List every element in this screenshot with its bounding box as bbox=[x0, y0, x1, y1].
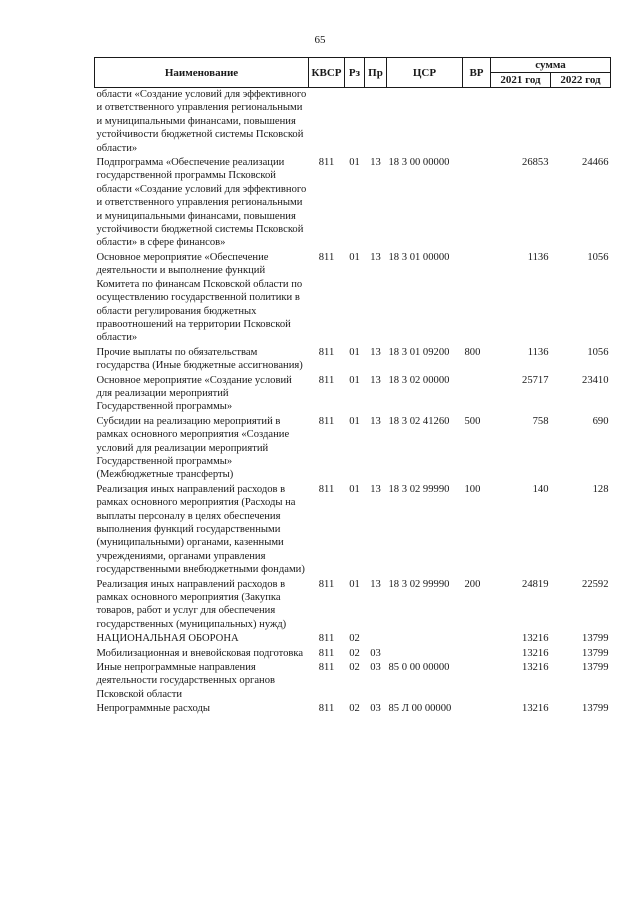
row-vr bbox=[463, 702, 491, 716]
row-name: Основное мероприятие «Создание условий для реализации мероприятий Государственной программы» bbox=[96, 374, 292, 413]
row-csr: 18 3 02 00000 bbox=[388, 374, 450, 386]
header-kvsr: КВСР bbox=[309, 58, 345, 88]
row-pr: 13 bbox=[370, 251, 381, 263]
row-sum-2021: 1136 bbox=[527, 251, 549, 263]
row-rz: 01 bbox=[349, 415, 360, 427]
row-vr: 100 bbox=[464, 483, 481, 495]
row-vr bbox=[463, 251, 491, 346]
row-sum-2021: 13216 bbox=[522, 662, 549, 674]
row-vr bbox=[463, 156, 491, 251]
row-sum-2021: 25717 bbox=[522, 374, 549, 386]
row-rz: 01 bbox=[349, 346, 360, 358]
row-name: Непрограммные расходы bbox=[96, 703, 210, 715]
row-pr: 13 bbox=[370, 415, 381, 427]
row-kvsr: 811 bbox=[318, 157, 335, 169]
row-kvsr bbox=[309, 88, 345, 157]
row-csr: 18 3 02 99990 bbox=[388, 578, 450, 590]
header-sum: сумма bbox=[491, 58, 611, 73]
row-csr: 18 3 02 99990 bbox=[388, 483, 450, 495]
header-vr: ВР bbox=[463, 58, 491, 88]
table-row bbox=[95, 251, 611, 346]
row-pr: 03 bbox=[370, 662, 381, 674]
row-sum-2021: 13216 bbox=[522, 633, 549, 645]
row-rz: 02 bbox=[349, 662, 360, 674]
row-kvsr: 811 bbox=[318, 703, 335, 715]
row-kvsr: 811 bbox=[318, 633, 335, 645]
row-csr: 85 0 00 00000 bbox=[388, 662, 450, 674]
table-header bbox=[95, 58, 611, 88]
row-sum-2022: 13799 bbox=[582, 647, 609, 659]
row-sum-2022: 1056 bbox=[587, 346, 609, 358]
row-vr bbox=[463, 374, 491, 415]
row-name: области «Создание условий для эффективного и ответственного управления региональными и муниципальными финансами, повышения устойчивости бюджетной системы Псковской области» bbox=[96, 89, 307, 154]
row-sum-2022: 22592 bbox=[582, 578, 609, 590]
row-rz: 01 bbox=[349, 157, 360, 169]
header-name: Наименование bbox=[95, 58, 309, 88]
row-kvsr: 811 bbox=[318, 647, 335, 659]
table-row bbox=[95, 702, 611, 716]
table-row bbox=[95, 415, 611, 483]
row-sum-2021 bbox=[491, 88, 551, 157]
table-row bbox=[95, 578, 611, 633]
row-kvsr: 811 bbox=[318, 251, 335, 263]
row-sum-2022: 24466 bbox=[582, 157, 609, 169]
row-vr bbox=[463, 661, 491, 702]
row-sum-2021: 1136 bbox=[527, 346, 549, 358]
row-vr: 500 bbox=[464, 415, 481, 427]
table-row bbox=[95, 483, 611, 578]
row-vr: 800 bbox=[464, 346, 481, 358]
row-pr bbox=[365, 632, 387, 646]
row-rz: 01 bbox=[349, 483, 360, 495]
row-kvsr: 811 bbox=[318, 415, 335, 427]
table-row bbox=[95, 88, 611, 157]
row-sum-2021: 24819 bbox=[522, 578, 549, 590]
row-csr bbox=[387, 647, 463, 661]
row-csr bbox=[387, 88, 463, 157]
row-kvsr: 811 bbox=[318, 374, 335, 386]
row-kvsr: 811 bbox=[318, 346, 335, 358]
row-pr: 13 bbox=[370, 157, 381, 169]
row-kvsr: 811 bbox=[318, 662, 335, 674]
row-rz: 02 bbox=[349, 647, 360, 659]
row-rz: 02 bbox=[349, 633, 360, 645]
row-name: Подпрограмма «Обеспечение реализации государственной программы Псковской области «Создание условий для эффективного и ответственного управления региональными и муниципальными финансами, повышения устойчивости бюджетной системы Псковской области» в сфере финансов» bbox=[96, 157, 307, 249]
row-pr bbox=[365, 88, 387, 157]
header-csr: ЦСР bbox=[387, 58, 463, 88]
row-name: Основное мероприятие «Обеспечение деятельности и выполнение функций Комитета по финансам Псковской области по осуществлению государственной политики в области регулирования бюджетных правоотношений на территории Псковской области» bbox=[96, 251, 303, 344]
row-csr: 18 3 01 09200 bbox=[388, 346, 450, 358]
row-name: Прочие выплаты по обязательствам государства (Иные бюджетные ассигнования) bbox=[96, 346, 303, 372]
row-vr bbox=[463, 647, 491, 661]
table-body bbox=[95, 88, 611, 717]
row-csr: 18 3 00 00000 bbox=[388, 157, 450, 169]
row-sum-2021: 26853 bbox=[522, 157, 549, 169]
row-pr: 13 bbox=[370, 483, 381, 495]
row-vr bbox=[463, 88, 491, 157]
row-sum-2022: 13799 bbox=[582, 662, 609, 674]
header-year-2021: 2021 год bbox=[491, 73, 551, 88]
row-csr: 18 3 02 41260 bbox=[388, 415, 450, 427]
row-vr: 200 bbox=[464, 578, 481, 590]
row-sum-2022: 13799 bbox=[582, 703, 609, 715]
budget-table bbox=[94, 57, 611, 717]
row-rz: 01 bbox=[349, 578, 360, 590]
header-rz: Рз bbox=[345, 58, 365, 88]
row-csr: 85 Л 00 00000 bbox=[388, 703, 452, 715]
row-sum-2022: 23410 bbox=[582, 374, 609, 386]
row-rz: 01 bbox=[349, 374, 360, 386]
row-kvsr: 811 bbox=[318, 578, 335, 590]
row-name: Реализация иных направлений расходов в рамках основного мероприятия (Закупка товаров, работ и услуг для обеспечения государственных (муниципальных) нужд) bbox=[96, 578, 287, 630]
table-row bbox=[95, 632, 611, 646]
row-name: Иные непрограммные направления деятельности государственных органов Псковской области bbox=[96, 662, 276, 700]
row-rz: 01 bbox=[349, 251, 360, 263]
page-number: 65 bbox=[314, 34, 326, 46]
row-name: Реализация иных направлений расходов в рамках основного мероприятия (Расходы на выплаты персоналу в целях обеспечения выполнения функций государственными (муниципальными) органами, казенными учреждениями, органами управления государственными внебюджетными фондами) bbox=[96, 483, 305, 576]
row-pr: 13 bbox=[370, 346, 381, 358]
row-sum-2022: 128 bbox=[592, 483, 609, 495]
row-rz: 02 bbox=[349, 703, 360, 715]
row-csr bbox=[387, 632, 463, 646]
row-pr: 13 bbox=[370, 374, 381, 386]
row-kvsr: 811 bbox=[318, 483, 335, 495]
row-sum-2022: 690 bbox=[592, 415, 609, 427]
row-sum-2022 bbox=[551, 88, 611, 157]
table-row bbox=[95, 661, 611, 702]
table-row bbox=[95, 156, 611, 251]
row-rz bbox=[345, 88, 365, 157]
row-sum-2022: 13799 bbox=[582, 633, 609, 645]
row-name: Мобилизационная и вневойсковая подготовка bbox=[96, 647, 304, 659]
row-pr: 03 bbox=[370, 647, 381, 659]
table-row bbox=[95, 346, 611, 374]
table-row bbox=[95, 374, 611, 415]
row-sum-2021: 758 bbox=[532, 415, 549, 427]
header-year-2022: 2022 год bbox=[551, 73, 611, 88]
table-row bbox=[95, 647, 611, 661]
row-name: НАЦИОНАЛЬНАЯ ОБОРОНА bbox=[96, 633, 239, 645]
row-sum-2021: 140 bbox=[532, 483, 549, 495]
row-csr: 18 3 01 00000 bbox=[388, 251, 450, 263]
row-sum-2021: 13216 bbox=[522, 647, 549, 659]
row-pr: 13 bbox=[370, 578, 381, 590]
row-pr: 03 bbox=[370, 703, 381, 715]
row-sum-2021: 13216 bbox=[522, 703, 549, 715]
row-sum-2022: 1056 bbox=[587, 251, 609, 263]
row-name: Субсидии на реализацию мероприятий в рамках основного мероприятия «Создание условий для реализации мероприятий Государственной программы» (Межбюджетные трансферты) bbox=[96, 415, 290, 481]
row-vr bbox=[463, 632, 491, 646]
header-pr: Пр bbox=[365, 58, 387, 88]
